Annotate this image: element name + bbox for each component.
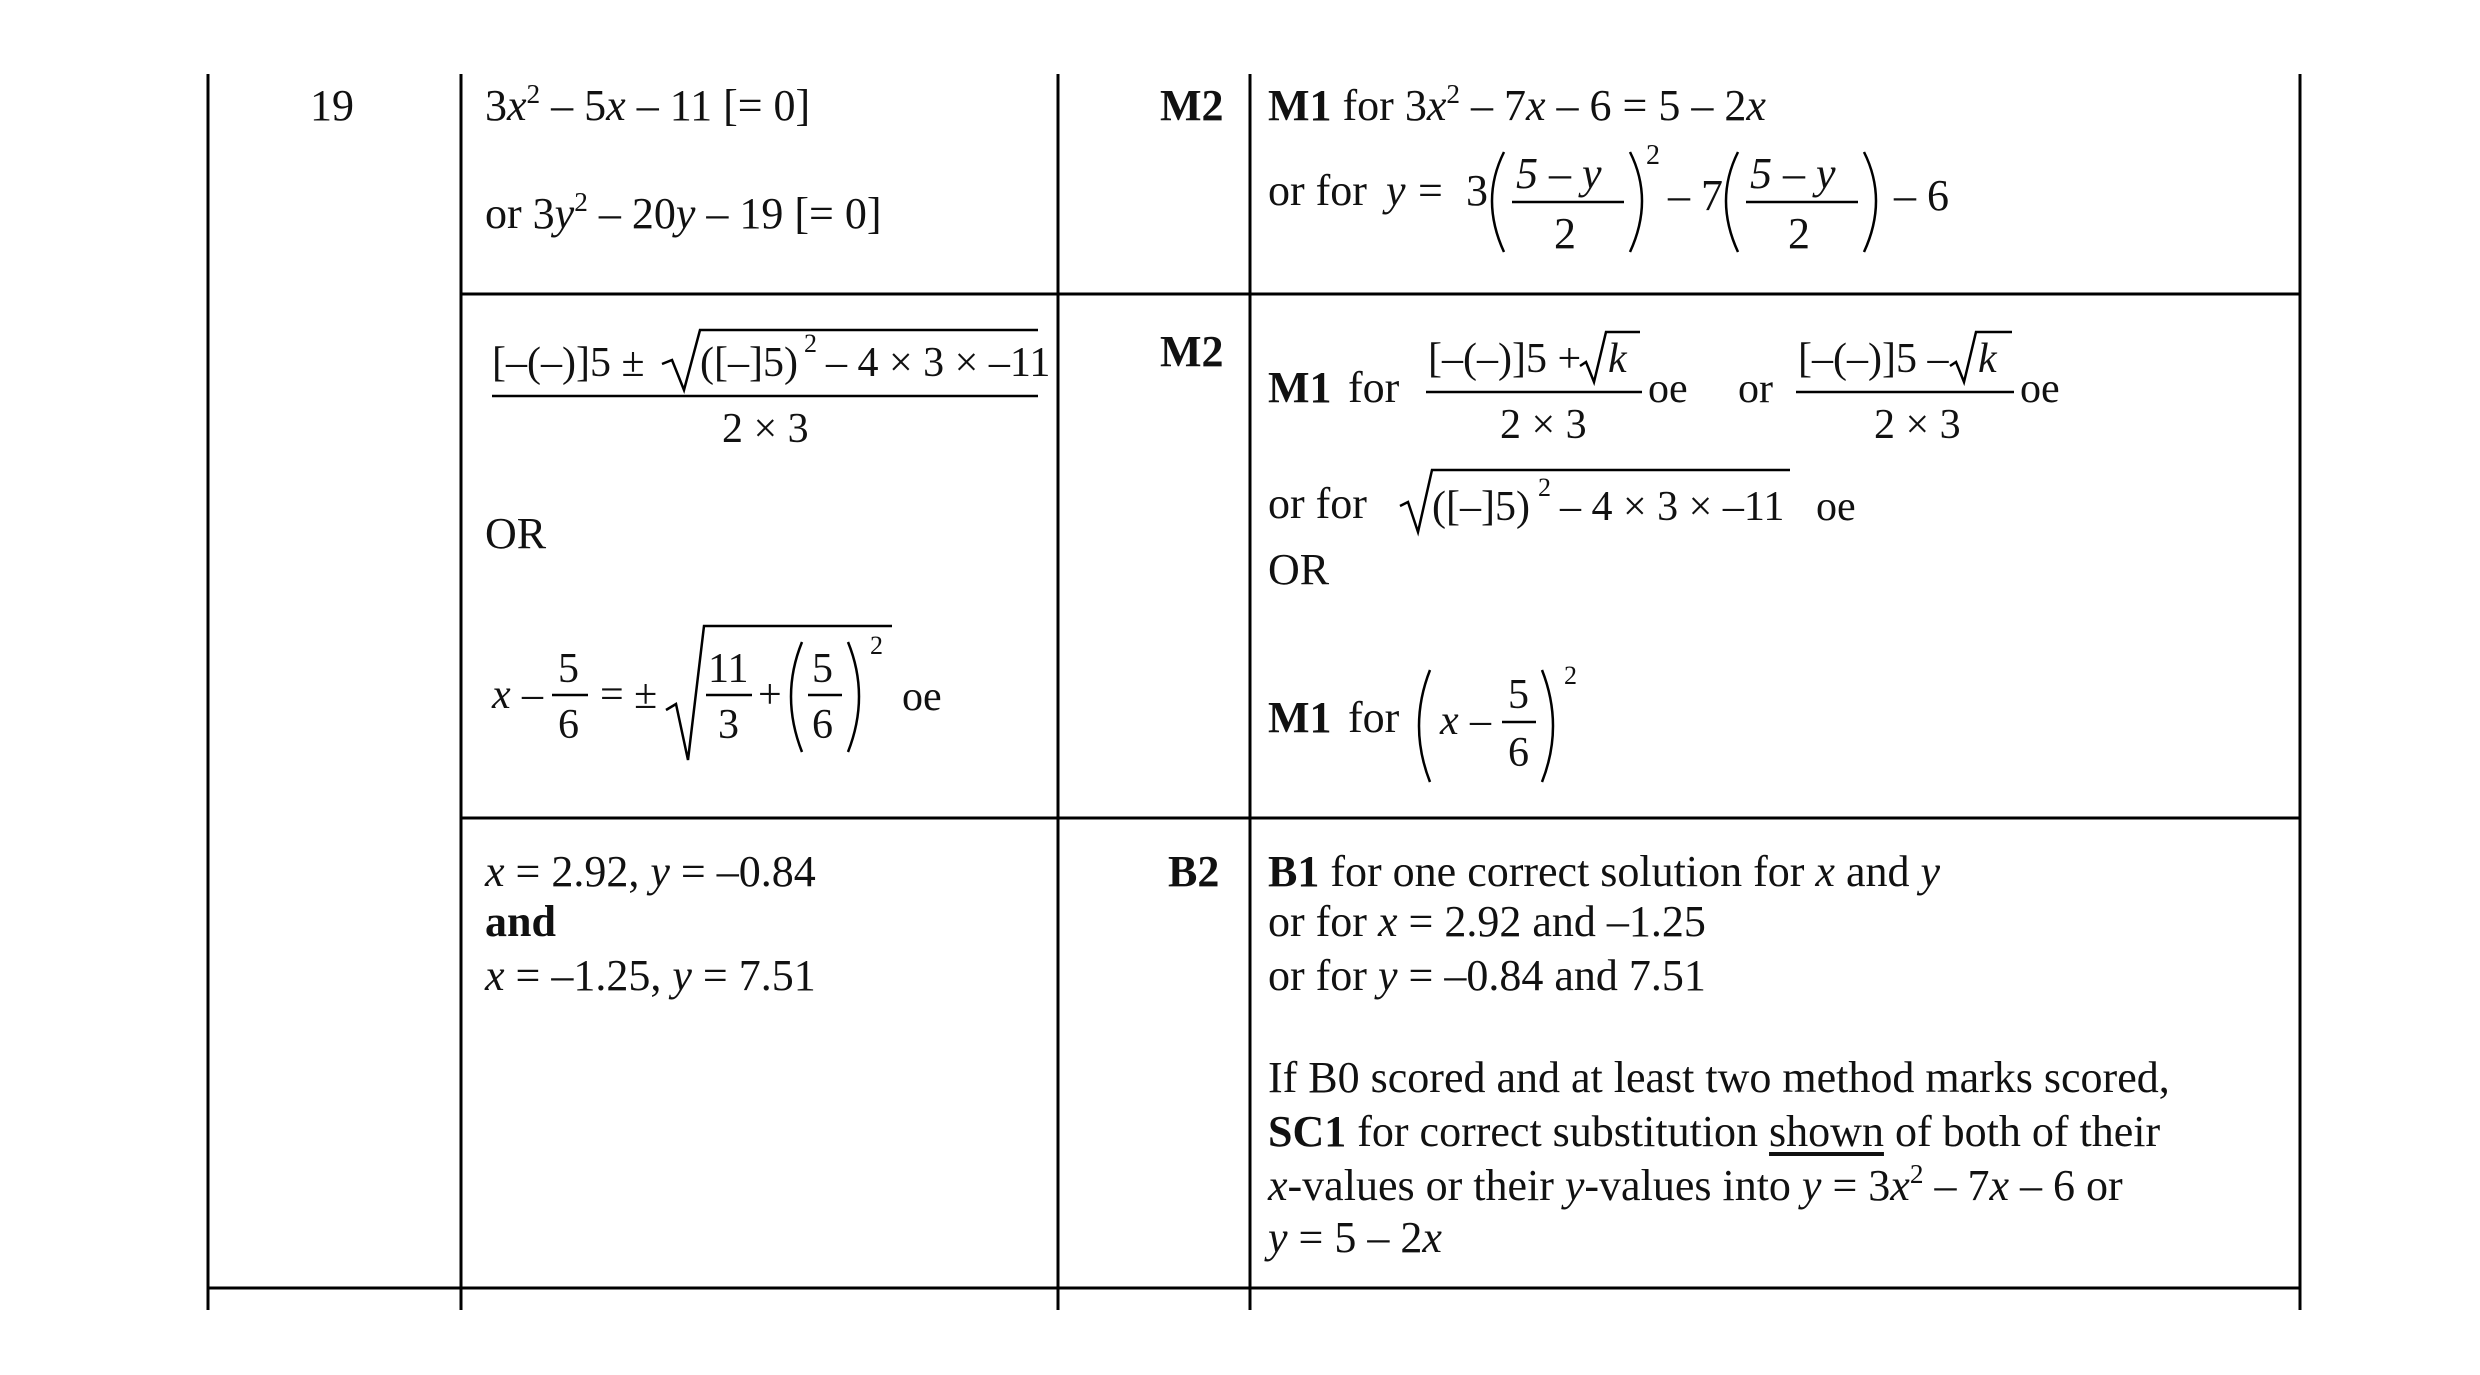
row3-notes-or-y: or for y = –0.84 and 7.51 bbox=[1268, 951, 1706, 1000]
svg-text:M1: M1 bbox=[1268, 693, 1332, 742]
svg-text:for: for bbox=[1348, 363, 1400, 412]
svg-text:– 6: – 6 bbox=[1894, 171, 1949, 220]
svg-text:x: x bbox=[492, 672, 511, 718]
svg-text:2 × 3: 2 × 3 bbox=[1500, 402, 1587, 448]
svg-text:+: + bbox=[758, 672, 782, 718]
svg-text:5: 5 bbox=[558, 646, 579, 692]
row2-answer-or: OR bbox=[485, 509, 547, 558]
svg-text:2: 2 bbox=[1538, 473, 1551, 502]
row2-notes-discriminant bbox=[1268, 462, 2028, 542]
row3-answer-and: and bbox=[485, 897, 556, 946]
row2-notes-m1-formula bbox=[1268, 320, 2328, 470]
svg-text:x: x bbox=[1440, 698, 1459, 744]
svg-text:5: 5 bbox=[812, 646, 833, 692]
svg-text:2: 2 bbox=[1646, 140, 1660, 171]
svg-text:2: 2 bbox=[1788, 209, 1810, 258]
question-number: 19 bbox=[310, 81, 354, 130]
row2-notes-m1-square bbox=[1268, 650, 1688, 790]
svg-text:([–]5): ([–]5) bbox=[1432, 484, 1530, 530]
svg-text:2: 2 bbox=[870, 631, 883, 660]
svg-text:3: 3 bbox=[718, 702, 739, 748]
svg-text:– 4 × 3 × –11: – 4 × 3 × –11 bbox=[1560, 484, 1785, 530]
row2-completing-square bbox=[490, 620, 1010, 780]
row3-notes-if-b0: If B0 scored and at least two method marks scored, bbox=[1268, 1053, 2170, 1102]
svg-text:–: – bbox=[522, 672, 543, 718]
svg-text:2 × 3: 2 × 3 bbox=[722, 406, 809, 452]
svg-text:6: 6 bbox=[558, 702, 579, 748]
row2-notes-or: OR bbox=[1268, 545, 1330, 594]
row3-marks: B2 bbox=[1168, 847, 1220, 896]
svg-text:M1: M1 bbox=[1268, 363, 1332, 412]
svg-text:[–(–)]5 +: [–(–)]5 + bbox=[1428, 336, 1582, 382]
svg-text:oe: oe bbox=[1816, 484, 1856, 530]
svg-text:or for: or for bbox=[1268, 479, 1367, 528]
row2-marks: M2 bbox=[1160, 327, 1224, 376]
row1-answer-line2: or $3y^2 - 20y - 19$ [= 0] bbox=[485, 187, 882, 238]
svg-text:oe: oe bbox=[902, 674, 942, 720]
svg-text:[–(–)]5 ±: [–(–)]5 ± bbox=[492, 340, 645, 386]
svg-text:y: y bbox=[1386, 166, 1406, 215]
svg-text:– 7: – 7 bbox=[1668, 171, 1723, 220]
row3-notes-linear: y = 5 – 2x bbox=[1268, 1213, 1442, 1262]
svg-text:[–(–)]5 –: [–(–)]5 – bbox=[1798, 336, 1949, 382]
svg-text:2: 2 bbox=[1564, 661, 1577, 690]
svg-text:k: k bbox=[1978, 336, 1997, 382]
svg-text:5: 5 bbox=[1508, 672, 1529, 718]
svg-text:2: 2 bbox=[1554, 209, 1576, 258]
row1-answer-line1: $3x^2 - 5x - 11$ [= 0] bbox=[485, 79, 811, 130]
svg-text:2: 2 bbox=[804, 329, 817, 358]
row3-notes-substitution: x-values or their y-values into $y = 3x^2 - 7x - 6$ or bbox=[1268, 1159, 2123, 1210]
svg-text:11: 11 bbox=[708, 646, 749, 692]
svg-text:5 – y: 5 – y bbox=[1750, 149, 1836, 198]
row2-quadratic-formula bbox=[490, 320, 1050, 470]
svg-text:–: – bbox=[1470, 698, 1491, 744]
row3-notes-or-x: or for x = 2.92 and –1.25 bbox=[1268, 897, 1706, 946]
row3-answer-solution2: x = –1.25, y = 7.51 bbox=[485, 951, 816, 1000]
svg-text:= ±: = ± bbox=[600, 672, 658, 718]
svg-text:6: 6 bbox=[1508, 730, 1529, 776]
row1-marks: M2 bbox=[1160, 81, 1224, 130]
row3-answer-solution1: x = 2.92, y = –0.84 bbox=[485, 847, 816, 896]
svg-text:=: = bbox=[1418, 166, 1443, 215]
svg-text:6: 6 bbox=[812, 702, 833, 748]
svg-text:2 × 3: 2 × 3 bbox=[1874, 402, 1961, 448]
svg-text:for: for bbox=[1348, 693, 1400, 742]
svg-text:3: 3 bbox=[1466, 166, 1488, 215]
row3-notes-sc1: SC1 for correct substitution shown of both of their bbox=[1268, 1107, 2161, 1156]
svg-text:5 – y: 5 – y bbox=[1516, 149, 1602, 198]
svg-text:or for: or for bbox=[1268, 166, 1367, 215]
svg-text:or: or bbox=[1738, 366, 1773, 412]
svg-text:– 4 × 3 × –11: – 4 × 3 × –11 bbox=[826, 340, 1051, 386]
svg-text:oe: oe bbox=[2020, 366, 2060, 412]
svg-text:k: k bbox=[1608, 336, 1627, 382]
row1-notes-formula bbox=[1268, 140, 2088, 260]
row3-notes-b1: B1 for one correct solution for x and y bbox=[1268, 847, 1941, 896]
svg-text:([–]5): ([–]5) bbox=[700, 340, 798, 386]
row1-notes-line1: M1 for $3x^2 - 7x - 6 = 5 - 2x$ bbox=[1268, 79, 1766, 130]
svg-text:oe: oe bbox=[1648, 366, 1688, 412]
